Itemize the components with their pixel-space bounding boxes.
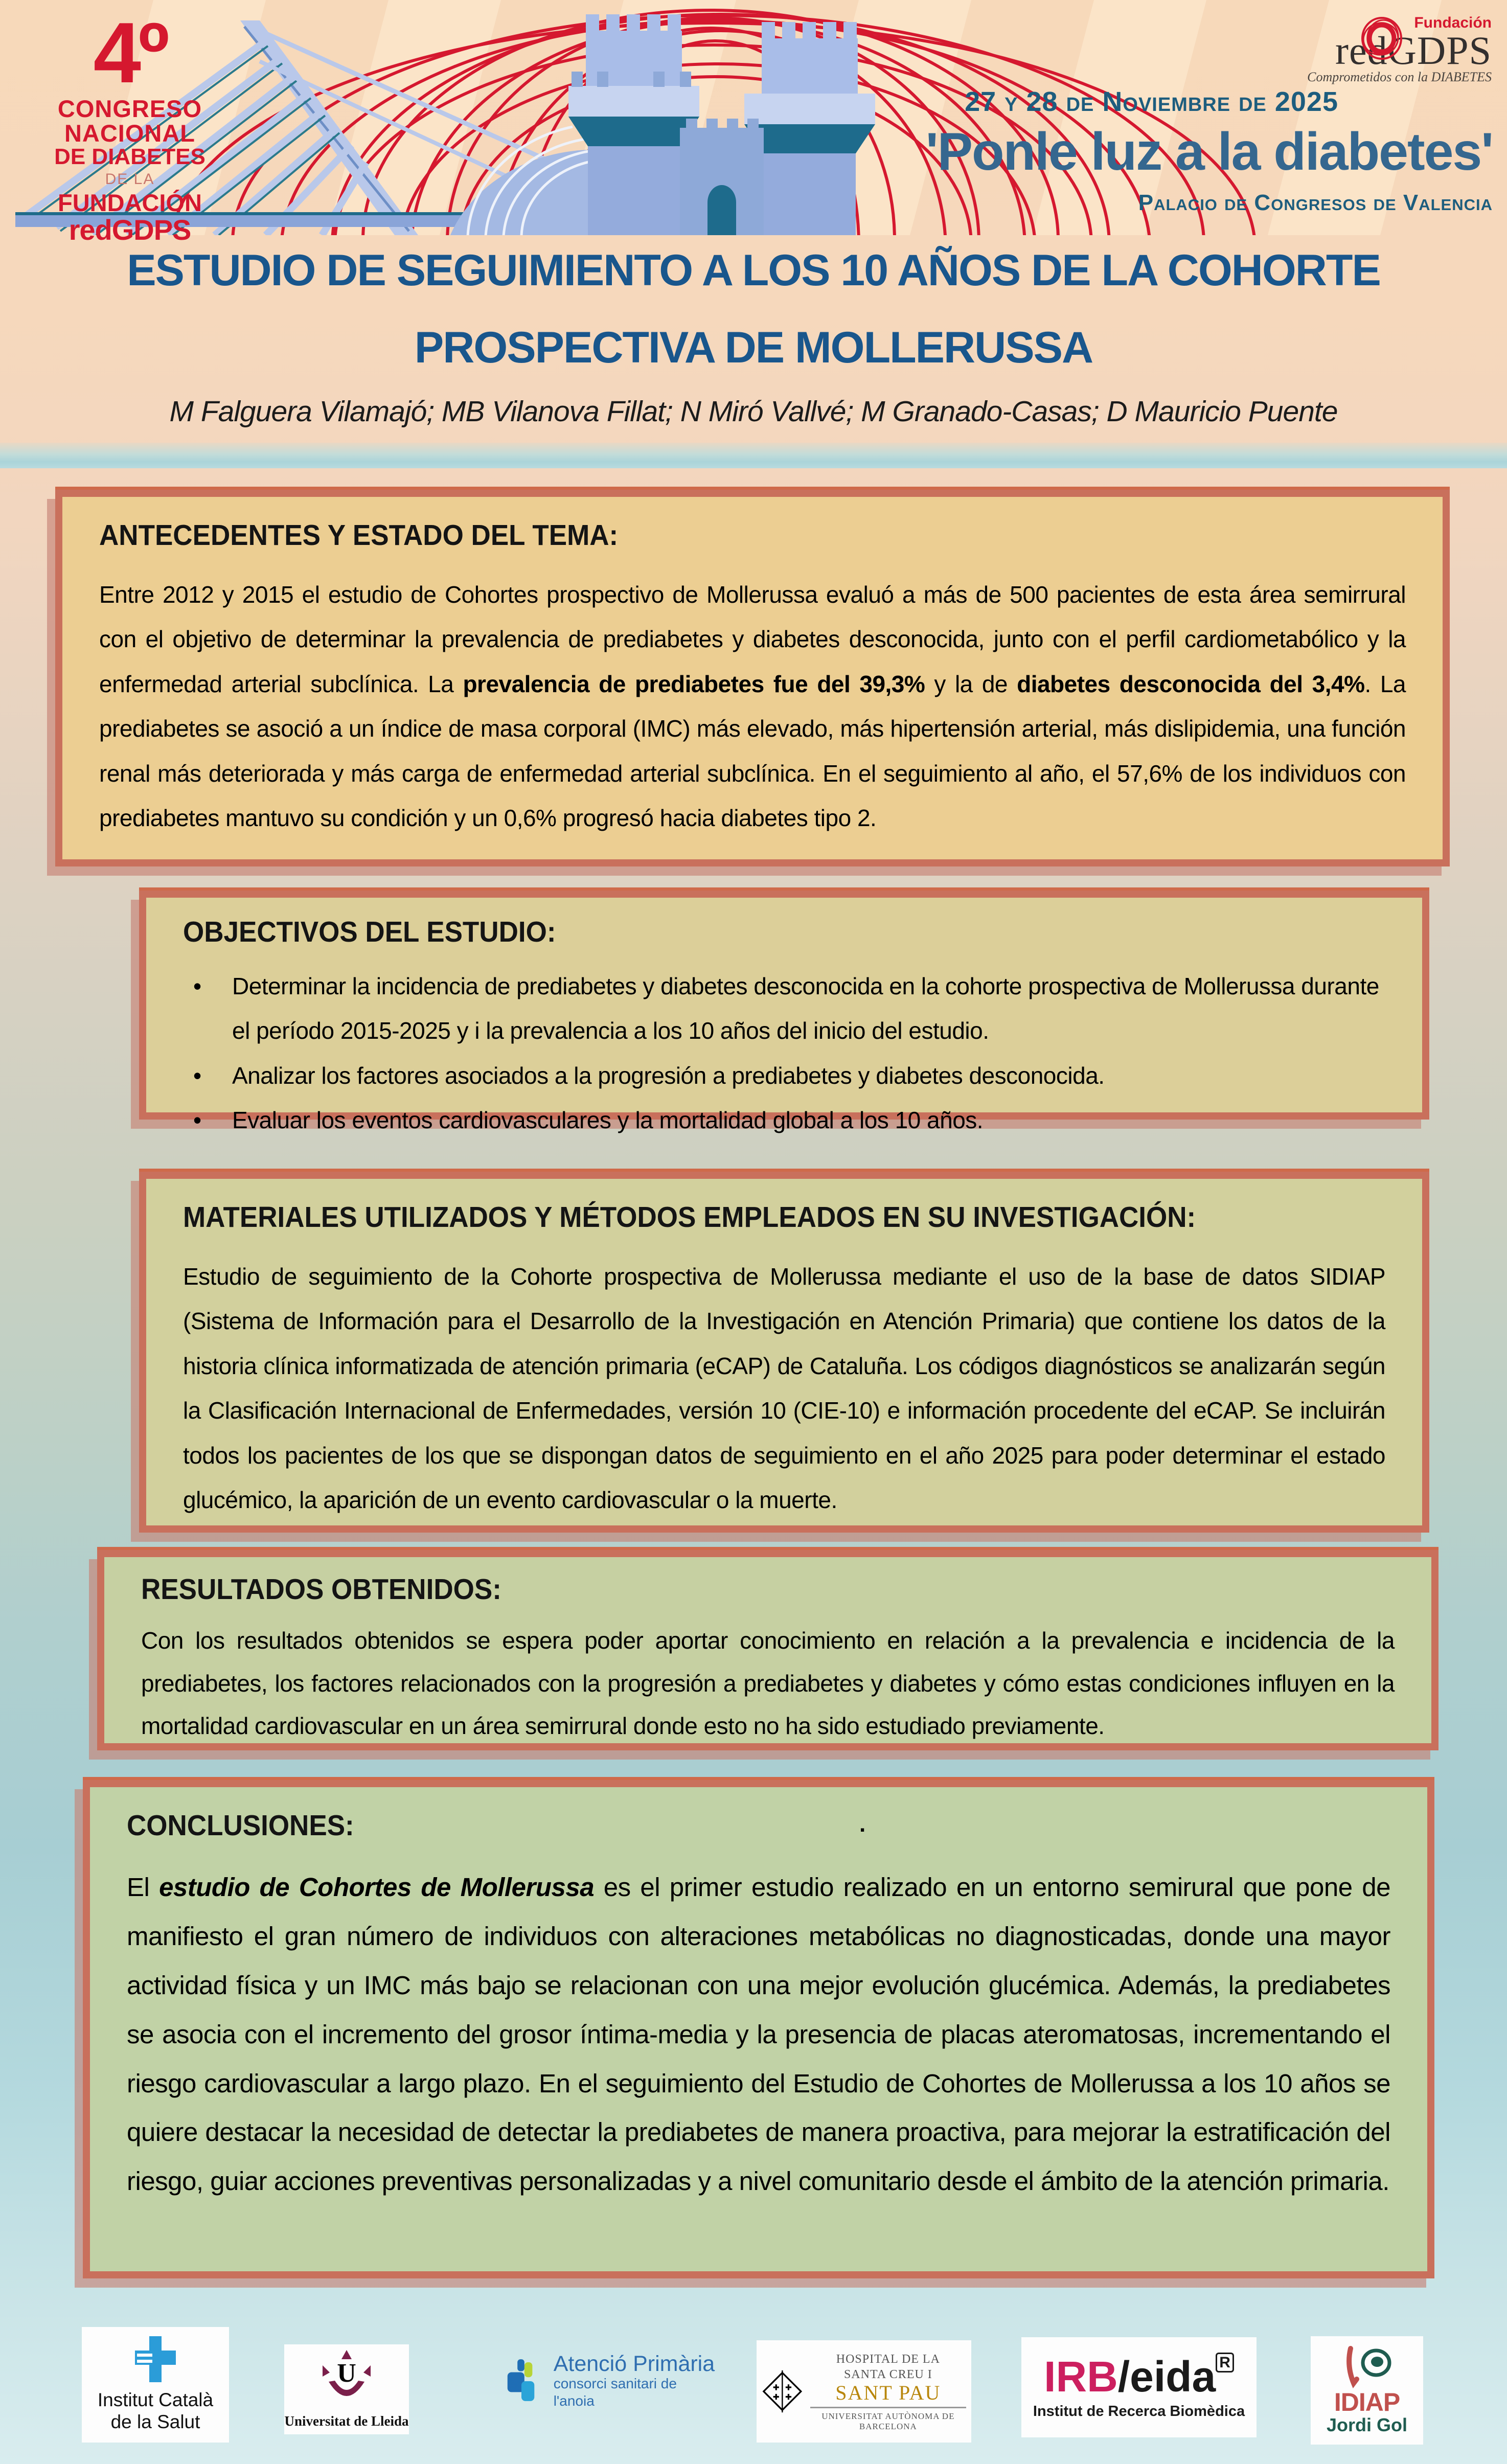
atencio-primaria-title: Atenció Primària [553,2351,715,2376]
event-slogan: 'Ponle luz a la diabetes' [925,122,1493,181]
santpau-logo [757,2340,971,2443]
conclusiones-text-1: El [127,1873,159,1902]
congress-line6: redGDPS [68,213,191,246]
udl-logo [284,2344,409,2434]
event-venue: Palacio de Congresos de Valencia [1138,190,1493,215]
congress-line4: DE LA [105,171,155,188]
poster-title [0,245,1507,373]
objetivos-bullet-1-text: Determinar la incidencia de prediabetes y diabetes desconocida en la cohorte prospectiva de Mollerussa durante el período 2015-2025 y i la prevalencia a los 10 años del inicio del estudio. [232,973,1379,1044]
section-antecedentes [55,490,1450,866]
idiap-label-line2: Jordi Gol [1326,2414,1407,2436]
irb-wordmark-irb: IRB [1044,2352,1118,2401]
objetivos-bullet-3-text: Evaluar los eventos cardiovasculares y la mortalidad global a los 10 años. [232,1107,984,1134]
authors-line: M Falguera Vilamajó; MB Vilanova Fillat; N Miró Vallvé; M Granado-Casas; D Mauricio Puente [169,395,1338,428]
antecedentes-paragraph [99,573,1406,840]
udl-crest-icon [318,2350,375,2410]
atencio-primaria-subtitle: consorci sanitari de l'anoia [553,2375,677,2409]
svg-text:U: U [337,2358,356,2388]
atencio-primaria-text [554,2353,717,2409]
antecedentes-text-1: Entre 2012 y 2015 el estudio de Cohortes prospectivo de Mollerussa evaluó a más de 500 pacientes de esta área semirrural con el objetivo de determinar la prevalencia de prediabetes y diabetes desconocida, junto con el perfil cardiometabólico y la enfermedad arterial subclínica. La [99,581,1406,697]
santpau-line4: UNIVERSITAT AUTÒNOMA DE BARCELONA [810,2407,966,2432]
atencio-primaria-cross-icon [503,2358,545,2405]
congress-line2: NACIONAL [64,120,196,147]
congress-line3: DE DIABETES [54,144,206,170]
conclusiones-paragraph [127,1863,1390,2206]
congress-number: 4º [93,5,167,101]
santpau-text [810,2352,966,2432]
atencio-primaria-logo [503,2351,717,2409]
idiap-label-line1: IDIAP [1334,2388,1400,2417]
irb-r-mark: R [1216,2353,1234,2372]
objetivos-bullet-2-text: Analizar los factores asociados a la progresión a prediabetes y diabetes desconocida. [232,1062,1105,1089]
objetivos-bullet-1 [183,964,1385,1054]
poster-title-line1: ESTUDIO DE SEGUIMIENTO A LOS 10 AÑOS DE LA COHORTE [127,246,1380,295]
santpau-line1: HOSPITAL DE LA [836,2352,940,2366]
irb-wordmark [1044,2352,1234,2401]
objetivos-heading: OBJECTIVOS DEL ESTUDIO: [183,916,556,948]
antecedentes-text-3: . La prediabetes se asoció a un índice de masa corporal (IMC) más elevado, más hipertensión arterial, más dislipidemia, una función renal más deteriorada y más carga de enfermedad arterial subclínica. En el seguimiento al año, el 57,6% de los individuos con prediabetes mantuvo su condición y un 0,6% progresó hacia diabetes tipo 2. [99,670,1406,831]
ics-label-line2: de la Salut [110,2411,200,2432]
resultados-heading: RESULTADOS OBTENIDOS: [141,1573,501,1606]
section-resultados [97,1550,1438,1750]
ics-cross-icon [135,2336,176,2382]
section-objetivos [139,891,1429,1134]
section-materiales [139,1172,1429,1533]
stray-period-mark: . [859,1812,866,1837]
conclusiones-text-2: es el primer estudio realizado en un entorno semirural que pone de manifiesto el gran número de individuos con alteraciones metabólicas no diagnosticadas, donde una mayor actividad física y un IMC más bajo se relacionan con una mejor evolución glucémica. Además, la prediabetes se asocia con el incremento del grosor íntima-media y la presencia de placas ateromatosas, incrementando el riesgo cardiovascular a largo plazo. En el seguimiento del Estudio de Cohortes de Mollerussa a los 10 años se quiere destacar la necesidad de detectar la prediabetes de manera proactiva, para mejorar la estratificación del riesgo, guiar acciones preventivas personalizadas y a nivel comunitario desde el ámbito de la atención primaria. [127,1873,1390,2196]
resultados-paragraph: Con los resultados obtenidos se espera poder aportar conocimiento en relación a la prevalencia e incidencia de la prediabetes, los factores relacionados con la progresión a prediabetes y diabetes y cómo estas condiciones influyen en la mortalidad cardiovascular en un área semirrural donde esto no ha sido estudiado previamente. [141,1627,1395,1740]
irb-wordmark-lleida: /eida [1117,2352,1216,2401]
santpau-line3: SANT PAU [835,2381,941,2404]
redgdps-tagline: Comprometidos con la DIABETES [1307,70,1492,85]
event-dates: 27 y 28 de Noviembre de 2025 [965,86,1338,117]
poster-title-line2: PROSPECTIVA DE MOLLERUSSA [414,323,1093,372]
santpau-line2: SANTA CREU I [843,2367,932,2381]
materiales-heading: MATERIALES UTILIZADOS Y MÉTODOS EMPLEADOS EN SU INVESTIGACIÓN: [183,1201,1196,1234]
antecedentes-text-2: y la de [925,670,1017,697]
irb-lleida-logo [1021,2337,1257,2437]
congress-line5: FUNDACIÓN [58,189,202,216]
congress-line1: CONGRESO [57,95,202,123]
redgdps-wordmark: redGDPS [1335,28,1492,73]
conclusiones-bold: estudio de Cohortes de Mollerussa [159,1873,595,1902]
redgdps-fundacion-label: Fundación [1414,14,1492,31]
ics-logo [82,2327,229,2443]
materiales-paragraph: Estudio de seguimiento de la Cohorte prospectiva de Mollerussa mediante el uso de la base de datos SIDIAP (Sistema de Información para el Desarrollo de la Investigación en Atención Primaria) que contiene los datos de la historia clínica informatizada de atención primaria (eCAP) de Cataluña. Los códigos diagnósticos se analizarán según la Clasificación Internacional de Enfermedades, versión 10 (CIE-10) e información procedente del eCAP. Se incluirán todos los pacientes de los que se dispongan datos de seguimiento en el año 2025 para poder determinar el estado glucémico, la aparición de un evento cardiovascular o la muerte. [183,1263,1385,1513]
antecedentes-heading: ANTECEDENTES Y ESTADO DEL TEMA: [99,519,619,552]
ics-label [98,2389,213,2433]
ics-label-line1: Institut Català [97,2389,214,2411]
objetivos-bullet-3 [183,1098,1385,1143]
objetivos-bullet-2 [183,1054,1385,1098]
idiap-brush-icon [1336,2345,1398,2389]
redgdps-logo [1277,14,1492,85]
idiap-logo [1311,2336,1423,2445]
udl-label: Universitat de Lleida [284,2413,409,2429]
redgdps-circle-icon [1354,10,1410,66]
antecedentes-bold-2: diabetes desconocida del 3,4% [1017,670,1365,697]
conclusiones-heading: CONCLUSIONES: [127,1809,354,1842]
section-conclusiones [83,1780,1434,2278]
objetivos-list [183,964,1385,1143]
antecedentes-bold-1: prevalencia de prediabetes fue del 39,3% [463,670,925,697]
santpau-crest-icon [762,2358,803,2425]
header-divider [0,443,1507,468]
congress-logo [17,5,242,246]
irb-subtitle: Institut de Recerca Biomèdica [1033,2403,1245,2420]
